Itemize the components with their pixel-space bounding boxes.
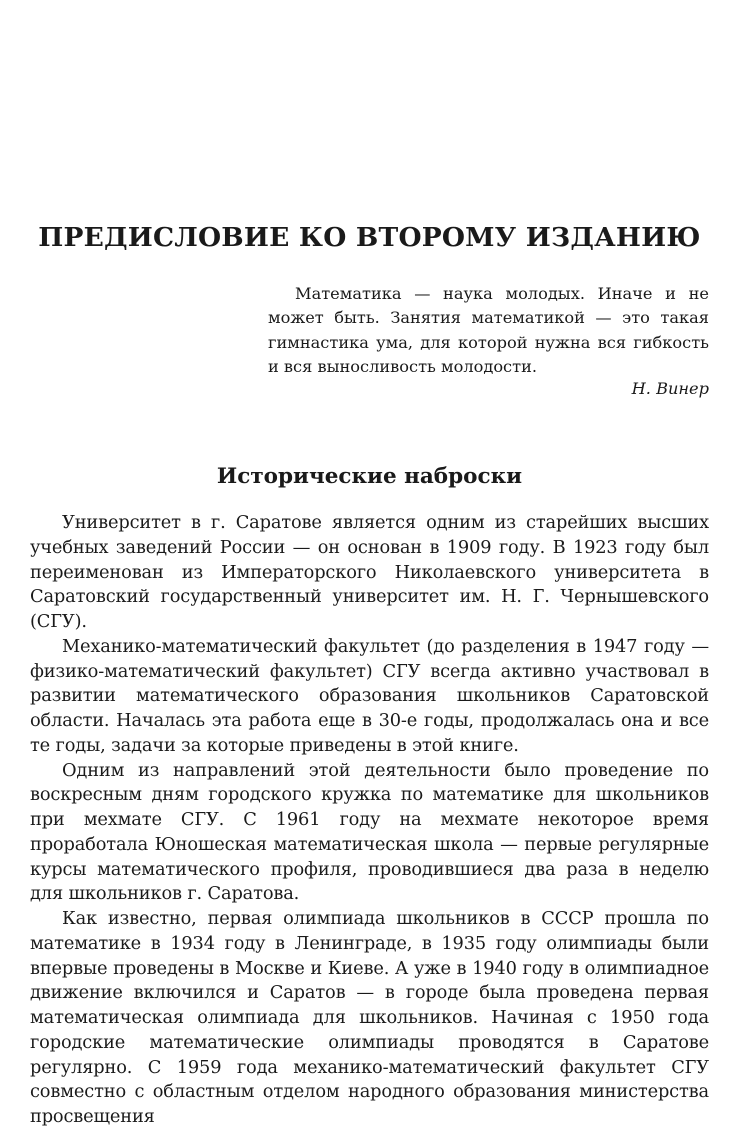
epigraph-text: Математика — наука молодых. Иначе и не может быть. Занятия математикой — это такая гимнастика ума, для которой нужна вся гибкость и вся выносливость молодости. [268,284,709,376]
epigraph-author: Н. Винер [631,379,709,398]
body-text [30,511,709,1130]
chapter-title: ПРЕДИСЛОВИЕ КО ВТОРОМУ ИЗДАНИЮ [38,222,701,253]
paragraph: Одним из направлений этой деятельности было проведение по воскресным дням городского кружка по математике для школьников при мехмате СГУ. С 1961 году на мехмате некоторое время проработала Юношеская математическая школа — первые регулярные курсы математического профиля, проводившиеся два раза в неделю для школьников г. Саратова. [30,759,709,905]
paragraph: Как известно, первая олимпиада школьников в СССР прошла по математике в 1934 году в Ленинграде, в 1935 году олимпиады были впервые проведены в Москве и Киеве. А уже в 1940 году в олимпиадное движение включился и Саратов — в городе была проведена первая математическая олимпиада для школьников. Начиная с 1950 года городские математические олимпиады проводятся в Саратове регулярно. С 1959 года механико-математический факультет СГУ совместно с областным отделом народного образования министерства просвещения [30,908,709,1127]
section-title: Исторические наброски [216,464,523,489]
paragraph: Университет в г. Саратове является одним из старейших высших учебных заведений России — он основан в 1909 году. В 1923 году был переименован из Императорского Николаевского университета в Саратовский государственный университет им. Н. Г. Чернышевского (СГУ). [30,512,709,632]
paragraph: Механико-математический факультет (до разделения в 1947 году — физико-математический факультет) СГУ всегда активно участвовал в развитии математического образования школьников Саратовской области. Началась эта работа еще в 30-е годы, продолжалась она и все те годы, задачи за которые приведены в этой книге. [30,635,709,756]
